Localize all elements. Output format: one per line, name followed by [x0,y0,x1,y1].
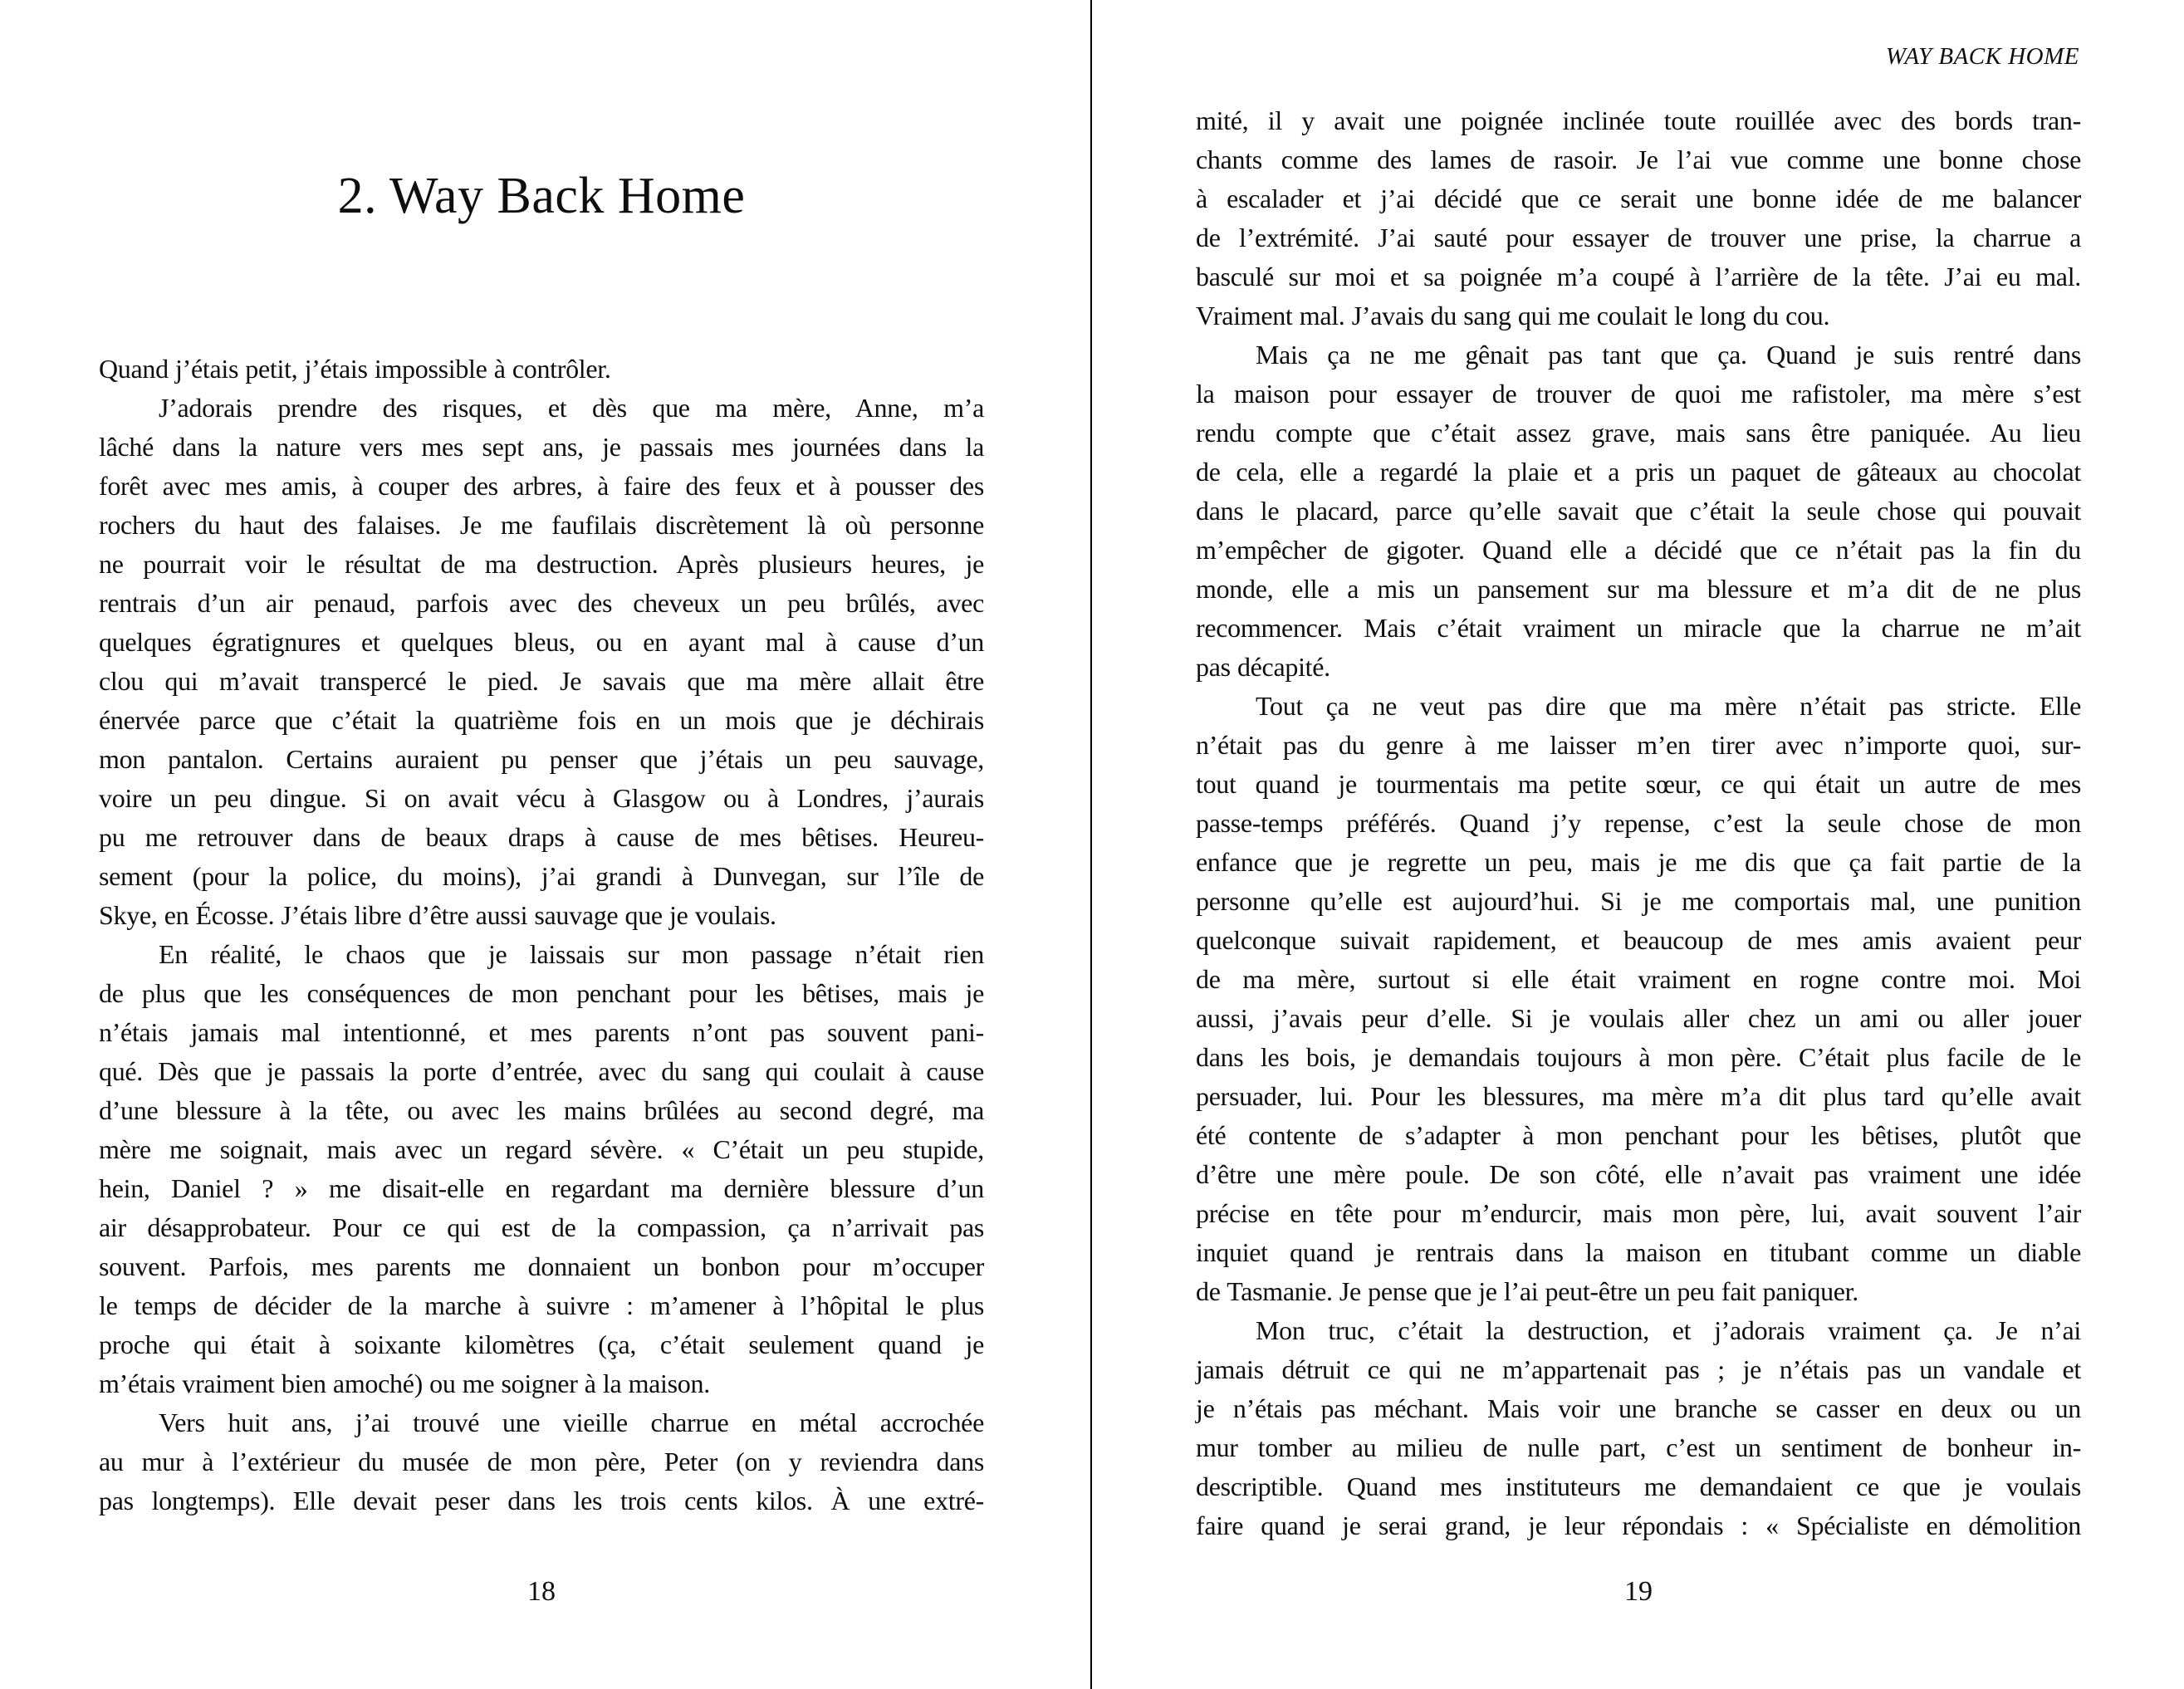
text-line: mur tomber au milieu de nulle part, c’est un sentiment de bonheur in- [1196,1432,2081,1462]
text-line: chants comme des lames de rasoir. Je l’ai vue comme une bonne chose [1196,144,2081,174]
text-line: le temps de décider de la marche à suivre : m’amener à l’hôpital le plus [99,1290,984,1320]
chapter-title: 2. Way Back Home [337,168,746,224]
text-line: d’une blessure à la tête, ou avec les mains brûlées au second degré, ma [99,1095,984,1125]
text-line: jamais détruit ce qui ne m’appartenait pas ; je n’étais pas un vandale et [1196,1354,2081,1384]
left-page-body [99,350,984,1520]
text-line: ne pourrait voir le résultat de ma destruction. Après plusieurs heures, je [99,549,984,579]
text-line: n’étais jamais mal intentionné, et mes parents n’ont pas souvent pani- [99,1017,984,1047]
text-line: Vraiment mal. J’avais du sang qui me coulait le long du cou. [1196,301,1830,330]
text-line: J’adorais prendre des risques, et dès que ma mère, Anne, m’a [159,393,984,423]
text-line: clou qui m’avait transpercé le pied. Je savais que ma mère allait être [99,666,984,696]
text-line: de l’extrémité. J’ai sauté pour essayer de trouver une prise, la charrue a [1196,223,2081,252]
text-line: enfance que je regrette un peu, mais je me dis que ça fait partie de la [1196,847,2081,877]
text-line: d’être une mère poule. De son côté, elle n’avait pas vraiment une idée [1196,1159,2081,1189]
text-line: proche qui était à soixante kilomètres (ça, c’était seulement quand je [99,1329,984,1359]
text-line: rochers du haut des falaises. Je me faufilais discrètement là où personne [99,510,984,540]
page-divider [1090,0,1092,1689]
text-line: tout quand je tourmentais ma petite sœur, ce qui était un autre de mes [1196,769,2081,799]
text-line: de Tasmanie. Je pense que je l’ai peut-être un peu fait paniquer. [1196,1276,1858,1306]
text-line: de cela, elle a regardé la plaie et a pris un paquet de gâteaux au chocolat [1196,457,2081,487]
text-line: souvent. Parfois, mes parents me donnaient un bonbon pour m’occuper [99,1251,984,1281]
text-line: descriptible. Quand mes instituteurs me demandaient ce que je voulais [1196,1471,2081,1501]
text-line: faire quand je serai grand, je leur répondais : « Spécialiste en démolition [1196,1510,2081,1540]
text-line: Skye, en Écosse. J’étais libre d’être aussi sauvage que je voulais. [99,900,776,930]
text-line: forêt avec mes amis, à couper des arbres, à faire des feux et à pousser des [99,471,984,501]
text-line: énervée parce que c’était la quatrième fois en un mois que je déchirais [99,705,984,735]
text-line: air désapprobateur. Pour ce qui est de la compassion, ça n’arrivait pas [99,1212,984,1242]
right-page [1196,0,2081,1689]
text-line: voire un peu dingue. Si on avait vécu à Glasgow ou à Londres, j’aurais [99,783,984,813]
text-line: passe-temps préférés. Quand j’y repense, c’est la seule chose de mon [1196,808,2081,838]
text-line: je n’étais pas méchant. Mais voir une branche se casser en deux ou un [1196,1393,2081,1423]
paragraph [1196,101,2081,335]
text-line: à escalader et j’ai décidé que ce serait une bonne idée de me balancer [1196,184,2081,213]
text-line: dans les bois, je demandais toujours à mon père. C’était plus facile de le [1196,1042,2081,1072]
text-line: au mur à l’extérieur du musée de mon père, Peter (on y reviendra dans [99,1447,984,1476]
text-line: précise en tête pour m’endurcir, mais mon père, lui, avait souvent l’air [1196,1198,2081,1228]
text-line: mère me soignait, mais avec un regard sévère. « C’était un peu stupide, [99,1134,984,1164]
text-line: mité, il y avait une poignée inclinée toute rouillée avec des bords tran- [1196,105,2081,135]
text-line: pu me retrouver dans de beaux draps à cause de mes bêtises. Heureu- [99,822,984,852]
text-line: m’étais vraiment bien amoché) ou me soigner à la maison. [99,1368,710,1398]
right-page-body [1196,101,2081,1545]
text-line: la maison pour essayer de trouver de quoi me rafistoler, ma mère s’est [1196,379,2081,409]
text-line: quelques égratignures et quelques bleus, ou en ayant mal à cause d’un [99,627,984,657]
text-line: Mon truc, c’était la destruction, et j’adorais vraiment ça. Je n’ai [1256,1315,2081,1345]
text-line: de ma mère, surtout si elle était vraiment en rogne contre moi. Moi [1196,964,2081,994]
text-line: En réalité, le chaos que je laissais sur mon passage n’était rien [159,939,984,969]
text-line: Vers huit ans, j’ai trouvé une vieille charrue en métal accrochée [159,1408,984,1437]
text-line: inquiet quand je rentrais dans la maison en titubant comme un diable [1196,1237,2081,1267]
paragraph [99,350,984,389]
text-line: quelconque suivait rapidement, et beaucoup de mes amis avaient peur [1196,925,2081,955]
paragraph [99,935,984,1403]
text-line: de plus que les conséquences de mon penchant pour les bêtises, mais je [99,978,984,1008]
text-line: pas longtemps). Elle devait peser dans les trois cents kilos. À une extré- [99,1486,984,1515]
text-line: hein, Daniel ? » me disait-elle en regardant ma dernière blessure d’un [99,1173,984,1203]
paragraph [99,389,984,935]
text-line: Quand j’étais petit, j’étais impossible à contrôler. [99,354,611,384]
text-line: monde, elle a mis un pansement sur ma blessure et m’a dit de ne plus [1196,574,2081,604]
text-line: Mais ça ne me gênait pas tant que ça. Quand je suis rentré dans [1256,340,2081,370]
text-line: été contente de s’adapter à mon penchant pour les bêtises, plutôt que [1196,1120,2081,1150]
page-number-right: 19 [1624,1576,1653,1607]
text-line: dans le placard, parce qu’elle savait que c’était la seule chose qui pouvait [1196,496,2081,526]
text-line: lâché dans la nature vers mes sept ans, je passais mes journées dans la [99,432,984,462]
text-line: personne qu’elle est aujourd’hui. Si je me comportais mal, une punition [1196,886,2081,916]
paragraph [1196,1311,2081,1545]
text-line: Tout ça ne veut pas dire que ma mère n’était pas stricte. Elle [1256,691,2081,721]
text-line: pas décapité. [1196,652,1330,682]
text-line: recommencer. Mais c’était vraiment un miracle que la charrue ne m’ait [1196,613,2081,643]
running-header: WAY BACK HOME [1885,43,2079,70]
paragraph [99,1403,984,1520]
text-line: n’était pas du genre à me laisser m’en tirer avec n’importe quoi, sur- [1196,730,2081,760]
paragraph [1196,335,2081,687]
text-line: aussi, j’avais peur d’elle. Si je voulais aller chez un ami ou aller jouer [1196,1003,2081,1033]
left-page [99,0,984,1689]
text-line: rentrais d’un air penaud, parfois avec des cheveux un peu brûlés, avec [99,588,984,618]
text-line: persuader, lui. Pour les blessures, ma mère m’a dit plus tard qu’elle avait [1196,1081,2081,1111]
text-line: m’empêcher de gigoter. Quand elle a décidé que ce n’était pas la fin du [1196,535,2081,565]
paragraph [1196,687,2081,1311]
text-line: basculé sur moi et sa poignée m’a coupé à l’arrière de la tête. J’ai eu mal. [1196,262,2081,291]
text-line: rendu compte que c’était assez grave, mais sans être paniquée. Au lieu [1196,418,2081,448]
page-number-left: 18 [527,1576,556,1607]
text-line: qué. Dès que je passais la porte d’entrée, avec du sang qui coulait à cause [99,1056,984,1086]
text-line: sement (pour la police, du moins), j’ai grandi à Dunvegan, sur l’île de [99,861,984,891]
text-line: mon pantalon. Certains auraient pu penser que j’étais un peu sauvage, [99,744,984,774]
